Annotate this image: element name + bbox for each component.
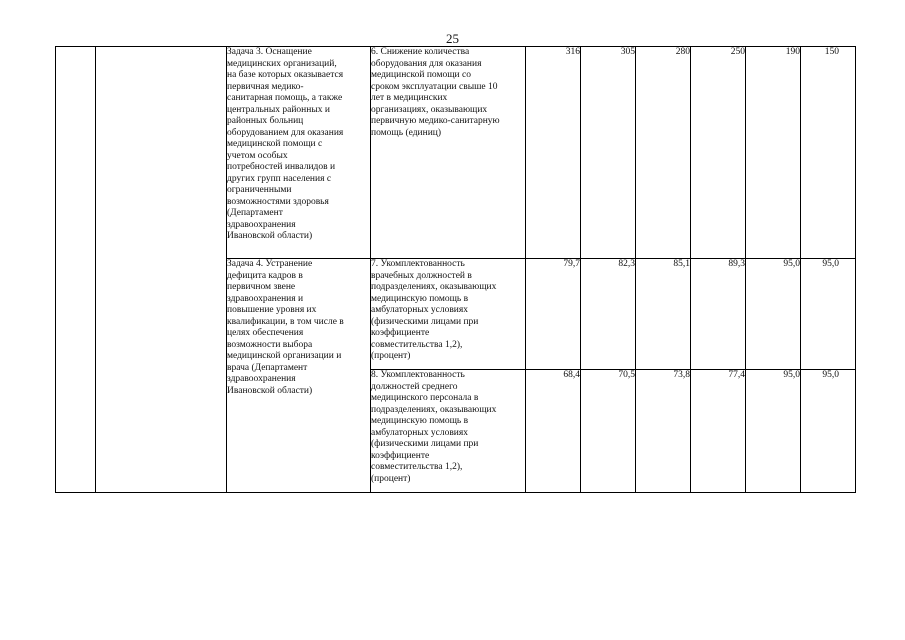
value-cell: 250	[691, 47, 746, 259]
value-cell: 82,3	[581, 259, 636, 370]
indicator-cell: 6. Снижение количества оборудования для оказания медицинской помощи со сроком эксплуатации свыше 10 лет в медицинских организациях, оказывающих первичную медико-санитарную помощь (единиц)	[371, 47, 526, 259]
value-cell: 280	[636, 47, 691, 259]
value-cell: 79,7	[526, 259, 581, 370]
value-cell: 95,0	[801, 370, 856, 493]
value-cell: 190	[746, 47, 801, 259]
value-cell: 95,0	[746, 370, 801, 493]
value-cell: 95,0	[801, 259, 856, 370]
table-row	[56, 47, 856, 259]
task-cell: Задача 4. Устранение дефицита кадров в первичном звене здравоохранения и повышение уровня их квалификации, в том числе в целях обеспечения возможности выбора медицинской организации и врача (Департамент здравоохранения Ивановской области)	[227, 259, 371, 493]
value-cell: 305	[581, 47, 636, 259]
value-cell: 95,0	[746, 259, 801, 370]
value-cell: 89,3	[691, 259, 746, 370]
value-cell: 316	[526, 47, 581, 259]
value-cell: 70,5	[581, 370, 636, 493]
task-cell: Задача 3. Оснащение медицинских организаций, на базе которых оказывается первичная медико- санитарная помощь, а также центральных районных и районных больниц оборудованием для оказания медицинской помощи с учетом особых потребностей инвалидов и других групп населения с ограниченными возможностями здоровья (Департамент здравоохранения Ивановской области)	[227, 47, 371, 259]
empty-cell	[96, 47, 227, 493]
value-cell: 85,1	[636, 259, 691, 370]
value-cell: 77,4	[691, 370, 746, 493]
indicator-cell: 7. Укомплектованность врачебных должностей в подразделениях, оказывающих медицинскую помощь в амбулаторных условиях (физическими лицами при коэффициенте совместительства 1,2), (процент)	[371, 259, 526, 370]
page-number: 25	[446, 31, 459, 46]
indicators-table	[55, 46, 856, 493]
value-cell: 68,4	[526, 370, 581, 493]
indicator-cell: 8. Укомплектованность должностей среднего медицинского персонала в подразделениях, оказывающих медицинскую помощь в амбулаторных условиях (физическими лицами при коэффициенте совместительства 1,2), (процент)	[371, 370, 526, 493]
empty-cell	[56, 47, 96, 493]
value-cell: 150	[801, 47, 856, 259]
value-cell: 73,8	[636, 370, 691, 493]
